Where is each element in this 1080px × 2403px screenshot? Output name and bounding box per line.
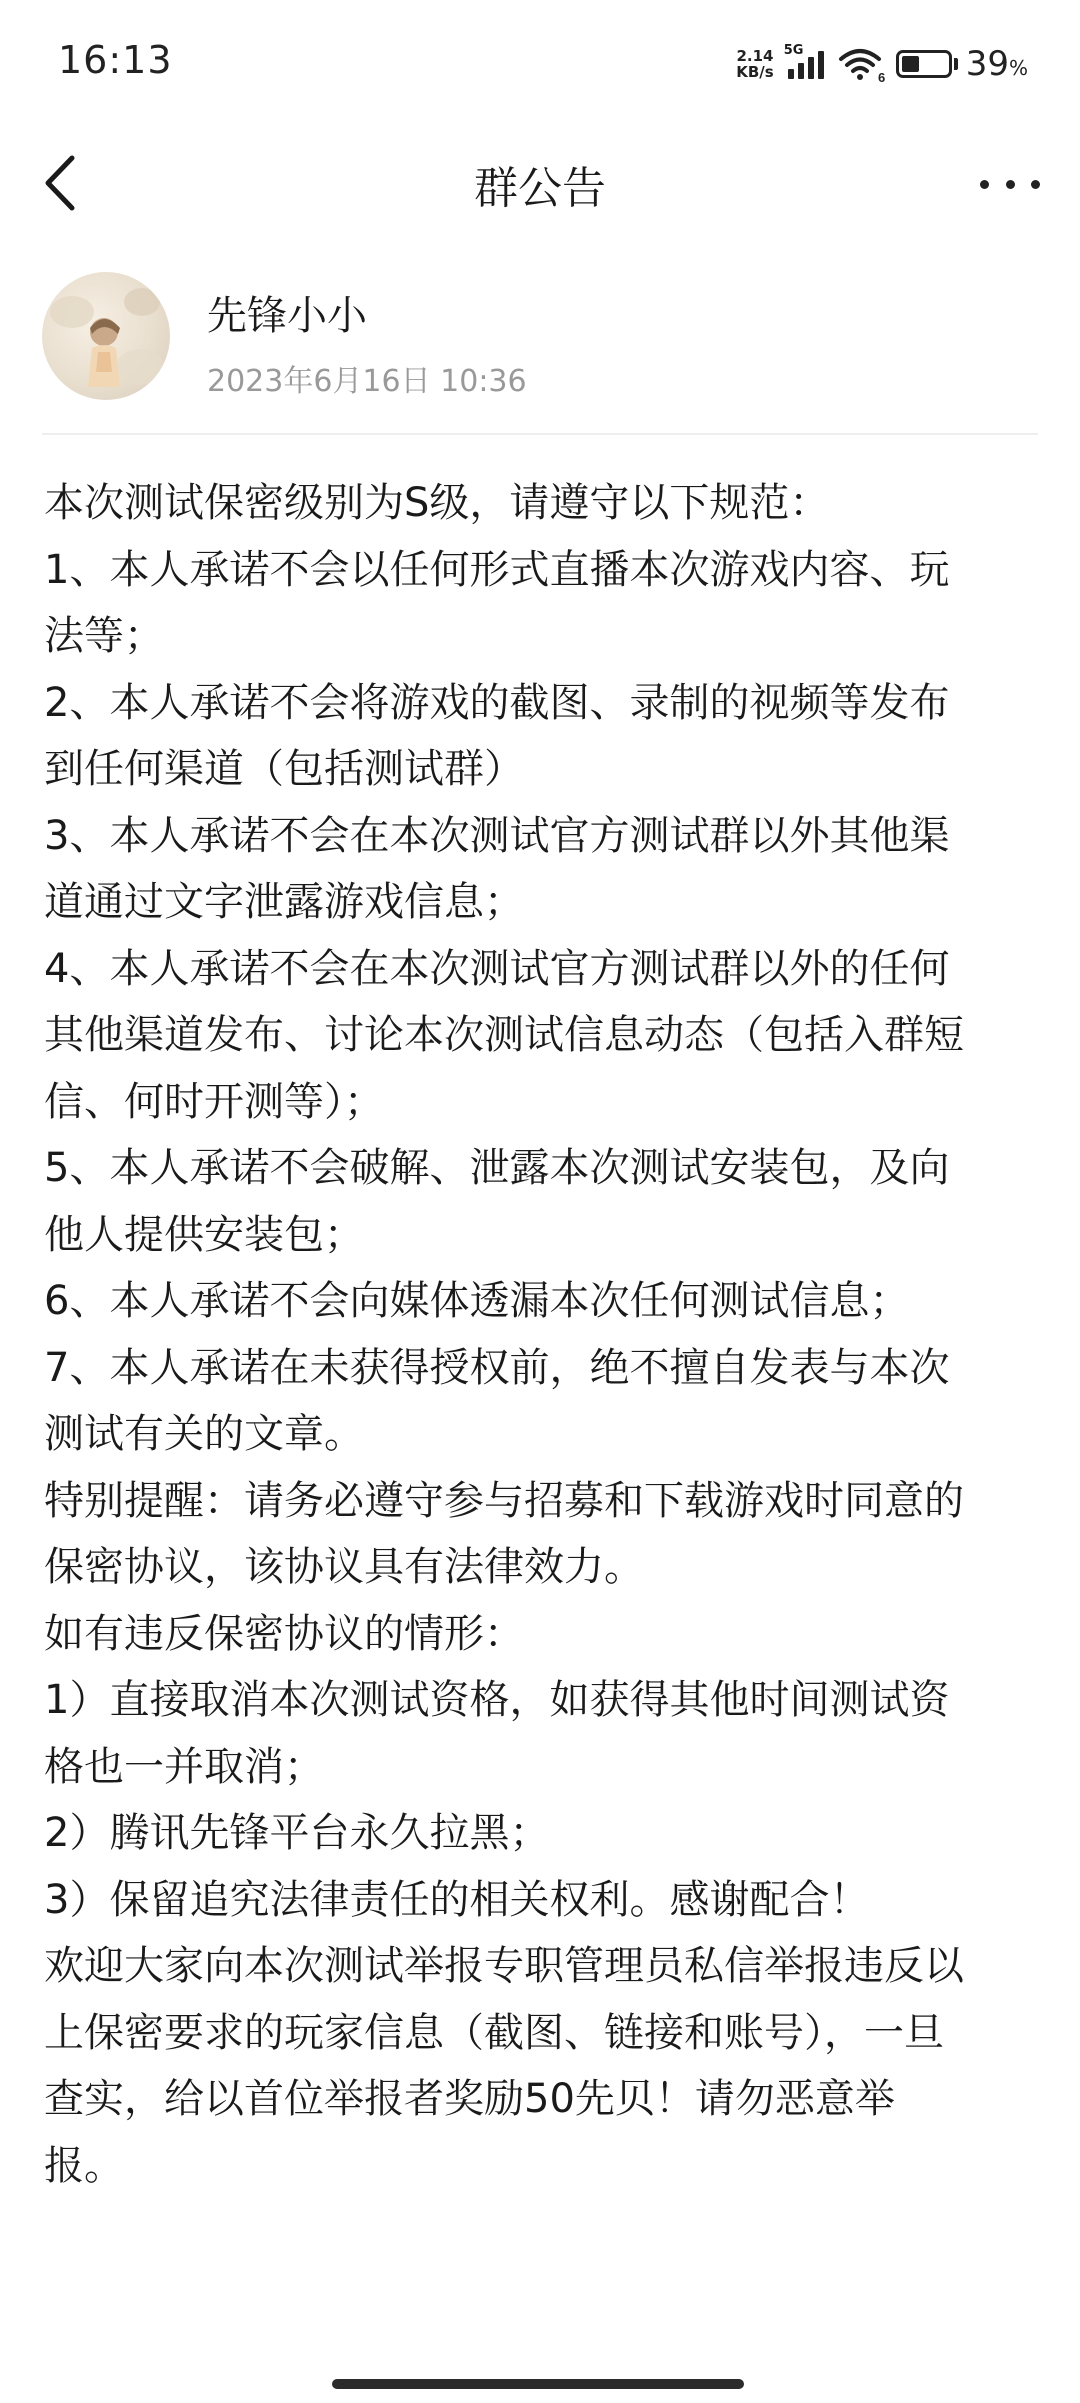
announcement-line: 5、本人承诺不会破解、泄露本次测试安装包，及向 [44,1145,950,1191]
announcement-line: 特别提醒：请务必遵守参与招募和下载游戏时同意的 [44,1477,964,1524]
network-speed-unit: KB/s [736,63,774,81]
announcement-line: 他人提供安装包； [44,1211,364,1258]
announcement-line: 7、本人承诺在未获得授权前，绝不擅自发表与本次 [44,1344,950,1391]
announcement-line: 报。 [44,2142,124,2189]
more-dot-icon [980,180,989,189]
home-indicator[interactable] [332,2379,744,2389]
signal-bar [798,63,804,79]
announcement-line: 3）保留追究法律责任的相关权利。感谢配合！ [44,1876,870,1923]
announcement-line: 本次测试保密级别为S级，请遵守以下规范： [44,480,830,526]
divider [42,433,1038,435]
wifi-icon [838,47,885,83]
signal-bar [818,51,824,79]
announcement-line: 其他渠道发布、讨论本次测试信息动态（包括入群短 [44,1012,964,1058]
battery-percent [966,44,1028,84]
more-dot-icon [1006,180,1015,189]
more-dot-icon [1031,180,1040,189]
avatar[interactable] [42,272,170,400]
battery-icon [896,44,1028,84]
signal-bar [808,57,814,79]
cellular-signal-icon [783,43,824,79]
network-speed [736,48,773,80]
announcement-line: 上保密要求的玩家信息（截图、链接和账号），一旦 [44,2009,944,2056]
announcement-line: 格也一并取消； [44,1743,324,1790]
battery-fill [902,56,919,72]
announcement-line: 6、本人承诺不会向媒体透漏本次任何测试信息； [44,1278,910,1324]
network-type: 5G [783,43,804,58]
announcement-line: 2）腾讯先锋平台永久拉黑； [44,1810,550,1856]
battery-percent-sign: % [1008,56,1028,80]
status-icons [736,42,1028,86]
author-name: 先锋小小 [207,293,367,339]
signal-bar [788,69,794,79]
status-time: 16:13 [58,38,173,82]
announcement-line: 1、本人承诺不会以任何形式直播本次游戏内容、玩 [44,546,950,593]
announcement-line: 测试有关的文章。 [44,1411,364,1457]
announcement-line: 如有违反保密协议的情形： [44,1610,524,1657]
more-options-button[interactable] [980,164,1040,204]
announcement-line: 法等； [44,613,164,659]
battery-nub [954,58,958,70]
battery-body [896,50,952,78]
nav-bar [0,130,1080,240]
announcement-line: 欢迎大家向本次测试举报专职管理员私信举报违反以 [44,1943,964,1989]
announcement-content [44,470,1044,2199]
announcement-line: 1）直接取消本次测试资格，如获得其他时间测试资 [44,1677,950,1723]
announcement-author [42,272,1042,412]
battery-percent-number: 39 [965,44,1009,84]
network-speed-value: 2.14 [736,47,774,65]
announcement-line: 保密协议，该协议具有法律效力。 [44,1544,644,1590]
announcement-line: 4、本人承诺不会在本次测试官方测试群以外的任何 [44,945,950,992]
post-timestamp: 2023年6月16日 10:36 [207,364,527,399]
announcement-line: 到任何渠道（包括测试群） [44,746,524,792]
page-title: 群公告 [474,163,606,214]
status-bar [0,0,1080,130]
announcement-line: 3、本人承诺不会在本次测试官方测试群以外其他渠 [44,812,950,859]
avatar-image [42,272,170,400]
announcement-line: 道通过文字泄露游戏信息； [44,879,524,925]
announcement-line: 查实，给以首位举报者奖励50先贝！请勿恶意举 [44,2076,895,2122]
announcement-line: 2、本人承诺不会将游戏的截图、录制的视频等发布 [44,679,950,726]
announcement-line: 信、何时开测等）； [44,1078,384,1125]
wifi-badge: 6 [877,70,885,83]
